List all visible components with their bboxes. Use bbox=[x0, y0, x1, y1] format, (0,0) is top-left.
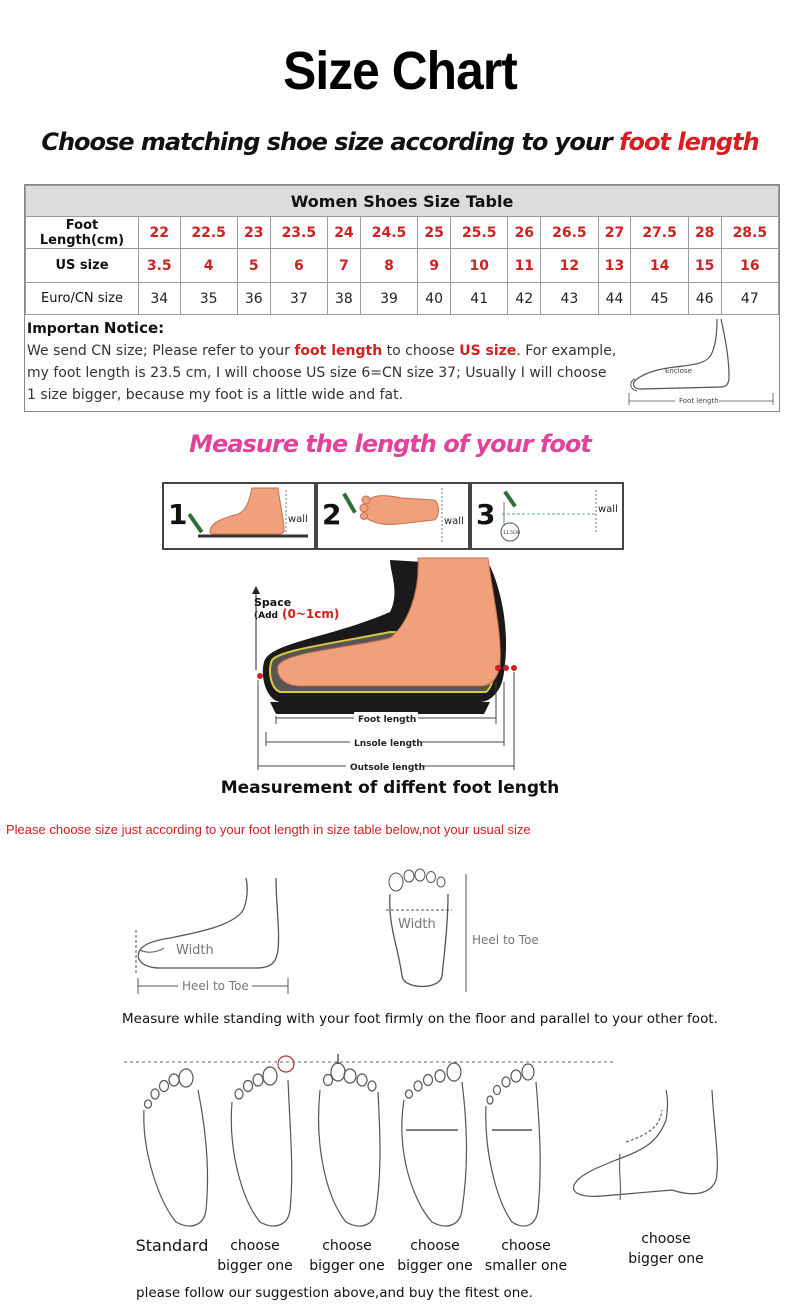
table-cell: 10 bbox=[451, 249, 508, 283]
side-heel-to-toe-label: Heel to Toe bbox=[182, 979, 249, 993]
table-cell: 42 bbox=[508, 283, 541, 315]
notice-line2: my foot length is 23.5 cm, I will choose US size 6=CN size 37; Usually I will choose bbox=[27, 365, 607, 381]
table-cell: 3.5 bbox=[139, 249, 181, 283]
page-title: Size Chart bbox=[283, 41, 517, 101]
notice-diagram-footlength: Foot length bbox=[679, 397, 719, 405]
table-cell: 41 bbox=[451, 283, 508, 315]
table-row-header: Foot Length(cm) bbox=[26, 217, 139, 249]
table-cell: 23 bbox=[237, 217, 270, 249]
foot-type-label bbox=[478, 1236, 574, 1276]
table-cell: 28.5 bbox=[721, 217, 778, 249]
table-cell: 13 bbox=[598, 249, 631, 283]
table-cell: 26.5 bbox=[541, 217, 598, 249]
table-cell: 38 bbox=[327, 283, 360, 315]
notice-diagram-enclose: Enclose bbox=[665, 367, 692, 375]
step2-foot-illustration bbox=[342, 484, 466, 546]
foot-type-label bbox=[620, 1229, 712, 1269]
notice-heading-b: Notice: bbox=[103, 319, 165, 337]
table-cell: 25.5 bbox=[451, 217, 508, 249]
foot-type-line1: choose bbox=[410, 1238, 460, 1254]
foot-length-label: Foot length bbox=[358, 715, 417, 725]
table-cell: 26 bbox=[508, 217, 541, 249]
side-foot-diagram bbox=[130, 874, 300, 998]
step-number: 2 bbox=[322, 498, 342, 531]
foot-type-label bbox=[124, 1236, 220, 1256]
foot-type-line2: bigger one bbox=[309, 1258, 385, 1274]
notice-line1-e: . For example, bbox=[516, 343, 617, 359]
space-label: Space bbox=[254, 596, 292, 609]
notice-line1-b: foot length bbox=[294, 343, 383, 359]
notice-block bbox=[27, 317, 625, 406]
step3-wall-label: wall bbox=[598, 504, 618, 515]
table-cell: 22.5 bbox=[180, 217, 237, 249]
table-cell: 6 bbox=[270, 249, 327, 283]
red-note: Please choose size just according to your foot length in size table below,not your usual size bbox=[6, 822, 531, 837]
size-table-caption: Women Shoes Size Table bbox=[26, 186, 779, 217]
foot-types-illustration bbox=[120, 1050, 800, 1230]
table-cell: 7 bbox=[327, 249, 360, 283]
subtitle bbox=[0, 128, 800, 156]
table-cell: 15 bbox=[688, 249, 721, 283]
table-cell: 27 bbox=[598, 217, 631, 249]
table-cell: 12 bbox=[541, 249, 598, 283]
space-add: (Add bbox=[254, 611, 278, 621]
step3-measure-illustration bbox=[496, 484, 620, 546]
table-row bbox=[26, 217, 779, 249]
insole-length-label: Lnsole length bbox=[354, 739, 423, 749]
shoe-measurement-diagram bbox=[240, 552, 530, 776]
notice-line1-c: to choose bbox=[386, 343, 455, 359]
step1-foot-illustration bbox=[188, 484, 312, 546]
foot-type-line1: Standard bbox=[135, 1236, 209, 1255]
table-cell: 35 bbox=[180, 283, 237, 315]
outsole-length-label: Outsole length bbox=[350, 763, 425, 773]
foot-type-line1: choose bbox=[230, 1238, 280, 1254]
table-cell: 34 bbox=[139, 283, 181, 315]
table-cell: 14 bbox=[631, 249, 688, 283]
notice-line3: 1 size bigger, because my foot is a little wide and fat. bbox=[27, 387, 404, 403]
table-row-header: US size bbox=[26, 249, 139, 283]
table-cell: 39 bbox=[360, 283, 417, 315]
table-cell: 28 bbox=[688, 217, 721, 249]
measure-instruction: Measure while standing with your foot firmly on the floor and parallel to your other foot. bbox=[122, 1011, 718, 1027]
foot-type-line1: choose bbox=[322, 1238, 372, 1254]
table-cell: 27.5 bbox=[631, 217, 688, 249]
shoe-diagram-caption: Measurement of diffent foot length bbox=[220, 778, 560, 798]
step-number: 1 bbox=[168, 498, 188, 531]
table-cell: 22 bbox=[139, 217, 181, 249]
table-row-header: Euro/CN size bbox=[26, 283, 139, 315]
table-cell: 46 bbox=[688, 283, 721, 315]
step2-wall-label: wall bbox=[444, 516, 464, 527]
space-range: (0~1cm) bbox=[282, 607, 340, 621]
table-row bbox=[26, 283, 779, 315]
top-width-label: Width bbox=[398, 917, 436, 932]
table-cell: 23.5 bbox=[270, 217, 327, 249]
table-cell: 47 bbox=[721, 283, 778, 315]
table-cell: 45 bbox=[631, 283, 688, 315]
notice-line1-d: US size bbox=[459, 343, 517, 359]
foot-type-line2: bigger one bbox=[217, 1258, 293, 1274]
side-width-label: Width bbox=[176, 943, 214, 958]
foot-type-label bbox=[304, 1236, 390, 1276]
foot-type-line2: smaller one bbox=[484, 1258, 568, 1274]
table-row bbox=[26, 249, 779, 283]
table-cell: 5 bbox=[237, 249, 270, 283]
table-cell: 43 bbox=[541, 283, 598, 315]
table-cell: 25 bbox=[418, 217, 451, 249]
subtitle-prefix: Choose matching shoe size according to your bbox=[41, 128, 612, 156]
foot-type-line2: bigger one bbox=[397, 1258, 473, 1274]
follow-suggestion-note: please follow our suggestion above,and buy the fitest one. bbox=[136, 1285, 533, 1301]
size-table-box bbox=[24, 184, 780, 412]
foot-type-line1: choose bbox=[501, 1238, 551, 1254]
table-cell: 9 bbox=[418, 249, 451, 283]
top-foot-diagram bbox=[378, 866, 548, 996]
table-cell: 24 bbox=[327, 217, 360, 249]
foot-type-line1: choose bbox=[641, 1231, 691, 1247]
table-cell: 4 bbox=[180, 249, 237, 283]
table-cell: 11 bbox=[508, 249, 541, 283]
measure-heading: Measure the length of your foot bbox=[189, 430, 591, 458]
notice-line1-a: We send CN size; Please refer to your bbox=[27, 343, 290, 359]
step-number: 3 bbox=[476, 498, 496, 531]
notice-foot-diagram bbox=[625, 317, 777, 407]
table-cell: 36 bbox=[237, 283, 270, 315]
step-box-3 bbox=[470, 482, 624, 550]
foot-type-line2: bigger one bbox=[628, 1251, 704, 1267]
step-box-2 bbox=[316, 482, 470, 550]
table-cell: 8 bbox=[360, 249, 417, 283]
subtitle-highlight: foot length bbox=[619, 128, 759, 156]
foot-type-label bbox=[212, 1236, 298, 1276]
table-cell: 37 bbox=[270, 283, 327, 315]
table-cell: 40 bbox=[418, 283, 451, 315]
table-cell: 24.5 bbox=[360, 217, 417, 249]
table-cell: 44 bbox=[598, 283, 631, 315]
step-box-1 bbox=[162, 482, 316, 550]
top-heel-to-toe-label: Heel to Toe bbox=[472, 933, 539, 947]
step3-badge: 11.5CM bbox=[503, 531, 521, 536]
step1-wall-label: wall bbox=[288, 514, 308, 525]
size-table bbox=[25, 185, 779, 315]
table-cell: 16 bbox=[721, 249, 778, 283]
foot-type-label bbox=[392, 1236, 478, 1276]
notice-heading-a: Importan bbox=[27, 321, 100, 337]
